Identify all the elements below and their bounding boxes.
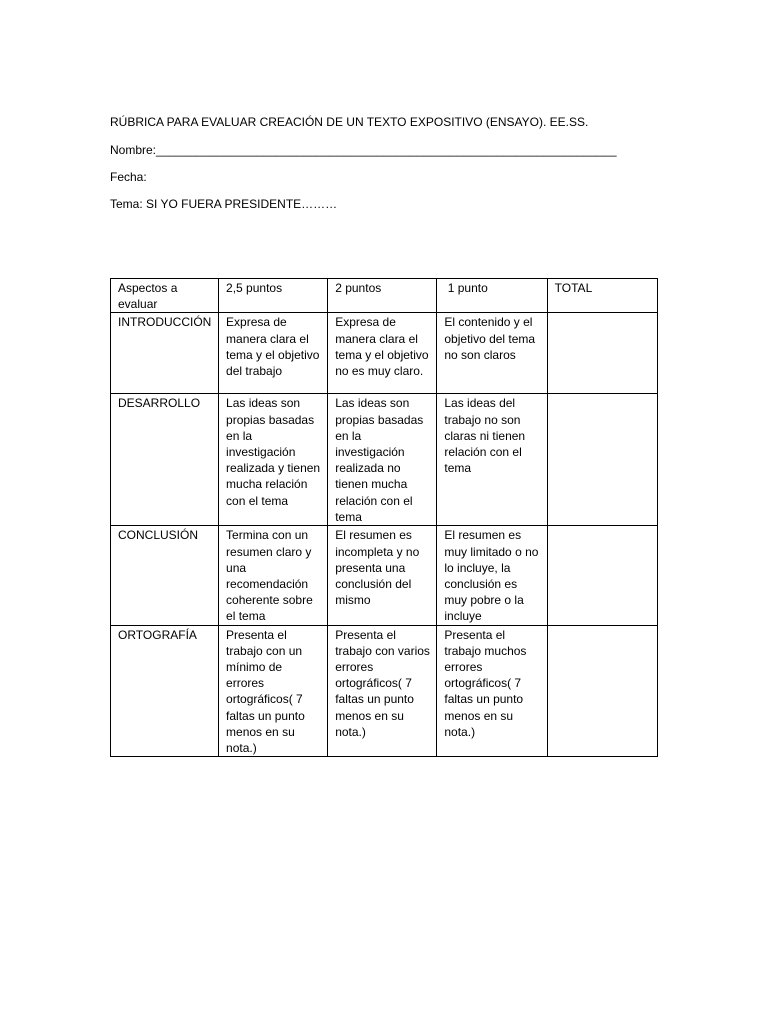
name-field-line: Nombre:_____________________________________________________________________ [110, 143, 617, 157]
aspect-cell: INTRODUCCIÓN [111, 313, 219, 394]
criteria-cell: Las ideas son propias basadas en la investigación realizada y tienen mucha relación con el tema [219, 394, 328, 526]
criteria-cell: Expresa de manera clara el tema y el objetivo no es muy claro. [328, 313, 437, 394]
criteria-cell: Las ideas son propias basadas en la investigación realizada no tienen mucha relación con el tema [328, 394, 437, 526]
total-cell [547, 313, 657, 394]
aspect-cell: DESARROLLO [111, 394, 219, 526]
criteria-cell: Presenta el trabajo con varios errores ortográficos( 7 faltas un punto menos en su nota.) [328, 625, 437, 757]
criteria-cell: Expresa de manera clara el tema y el objetivo del trabajo [219, 313, 328, 394]
table-row [111, 394, 658, 526]
header-cell-total: TOTAL [547, 279, 657, 313]
total-cell [547, 526, 657, 625]
topic-line: Tema: SI YO FUERA PRESIDENTE……… [110, 197, 338, 211]
table-row [111, 625, 658, 757]
criteria-cell: Presenta el trabajo con un mínimo de errores ortográficos( 7 faltas un punto menos en su nota.) [219, 625, 328, 757]
table-row [111, 313, 658, 394]
header-cell-aspectos: Aspectos a evaluar [111, 279, 219, 313]
header-cell-2-puntos: 2 puntos [328, 279, 437, 313]
date-field-line: Fecha: [110, 170, 147, 184]
total-cell [547, 394, 657, 526]
header-cell-2-5-puntos: 2,5 puntos [219, 279, 328, 313]
criteria-cell: El contenido y el objetivo del tema no son claros [437, 313, 547, 394]
criteria-cell: Termina con un resumen claro y una recomendación coherente sobre el tema [219, 526, 328, 625]
criteria-cell: Las ideas del trabajo no son claras ni tienen relación con el tema [437, 394, 547, 526]
criteria-cell: El resumen es muy limitado o no lo incluye, la conclusión es muy pobre o la incluye [437, 526, 547, 625]
header-cell-1-punto: 1 punto [437, 279, 547, 313]
rubric-table [110, 278, 658, 757]
table-row [111, 526, 658, 625]
total-cell [547, 625, 657, 757]
criteria-cell: Presenta el trabajo muchos errores ortográficos( 7 faltas un punto menos en su nota.) [437, 625, 547, 757]
criteria-cell: El resumen es incompleta y no presenta una conclusión del mismo [328, 526, 437, 625]
document-title: RÚBRICA PARA EVALUAR CREACIÓN DE UN TEXTO EXPOSITIVO (ENSAYO). EE.SS. [110, 115, 589, 129]
aspect-cell: ORTOGRAFÍA [111, 625, 219, 757]
table-header-row [111, 279, 658, 313]
aspect-cell: CONCLUSIÓN [111, 526, 219, 625]
